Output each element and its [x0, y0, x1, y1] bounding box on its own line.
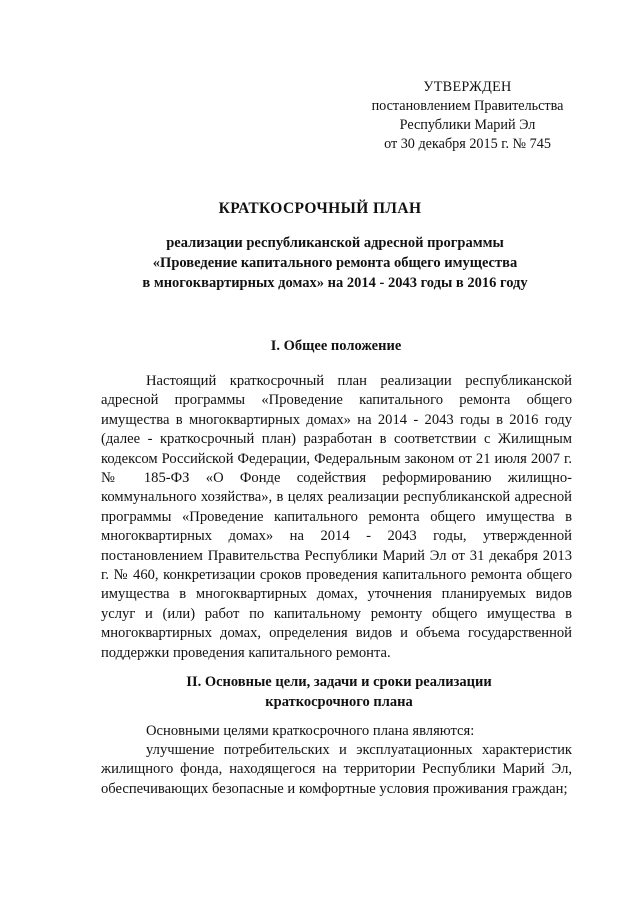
section-2-heading-line: краткосрочного плана — [265, 694, 413, 710]
subtitle-line: в многоквартирных домах» на 2014 - 2043 годы в 2016 году — [142, 275, 528, 291]
section-2-heading-line: II. Основные цели, задачи и сроки реализации — [186, 674, 492, 690]
approval-line: от 30 декабря 2015 г. № 745 — [384, 136, 551, 152]
approval-line: постановлением Правительства — [371, 98, 564, 114]
section-2-intro: Основными целями краткосрочного плана являются: — [146, 723, 475, 739]
section-2-item: улучшение потребительских и эксплуатационных характеристик жилищного фонда, находящегося на территории Республики Марий Эл, обеспечивающих безопасные и комфортные условия проживания граждан; — [101, 742, 572, 797]
approval-heading: УТВЕРЖДЕН — [423, 79, 512, 95]
approval-stamp — [360, 78, 575, 154]
section-1-heading: I. Общее положение — [270, 338, 402, 354]
subtitle-line: «Проведение капитального ремонта общего имущества — [152, 255, 518, 271]
approval-line: Республики Марий Эл — [399, 117, 536, 133]
document-title: КРАТКОСРОЧНЫЙ ПЛАН — [218, 200, 422, 217]
section-1-paragraph: Настоящий краткосрочный план реализации республиканской адресной программы «Проведение капитального ремонта общего имущества в многоквартирных домах» на 2014 - 2043 годы в 2016 году (далее - краткосрочный план) разработан в соответствии с Жилищным кодексом Российской Федерации, Федеральным законом от 21 июля 2007 г. № 185-ФЗ «О Фонде содействия реформированию жилищно-коммунального хозяйства», в целях реализации республиканской адресной программы «Проведение капитального ремонта общего имущества в многоквартирных домах» на 2014 - 2043 годы, утвержденной постановлением Правительства Республики Марий Эл от 31 декабря 2013 г. № 460, конкретизации сроков проведения капитального ремонта общего имущества в многоквартирных домах, уточнения планируемых видов услуг и (или) работ по капитальному ремонту общего имущества в многоквартирных домах, определения видов и объема государственной поддержки проведения капитального ремонта. — [101, 373, 572, 661]
document-subtitle — [100, 233, 570, 293]
subtitle-line: реализации республиканской адресной программы — [166, 235, 504, 251]
section-2-heading — [100, 672, 578, 712]
